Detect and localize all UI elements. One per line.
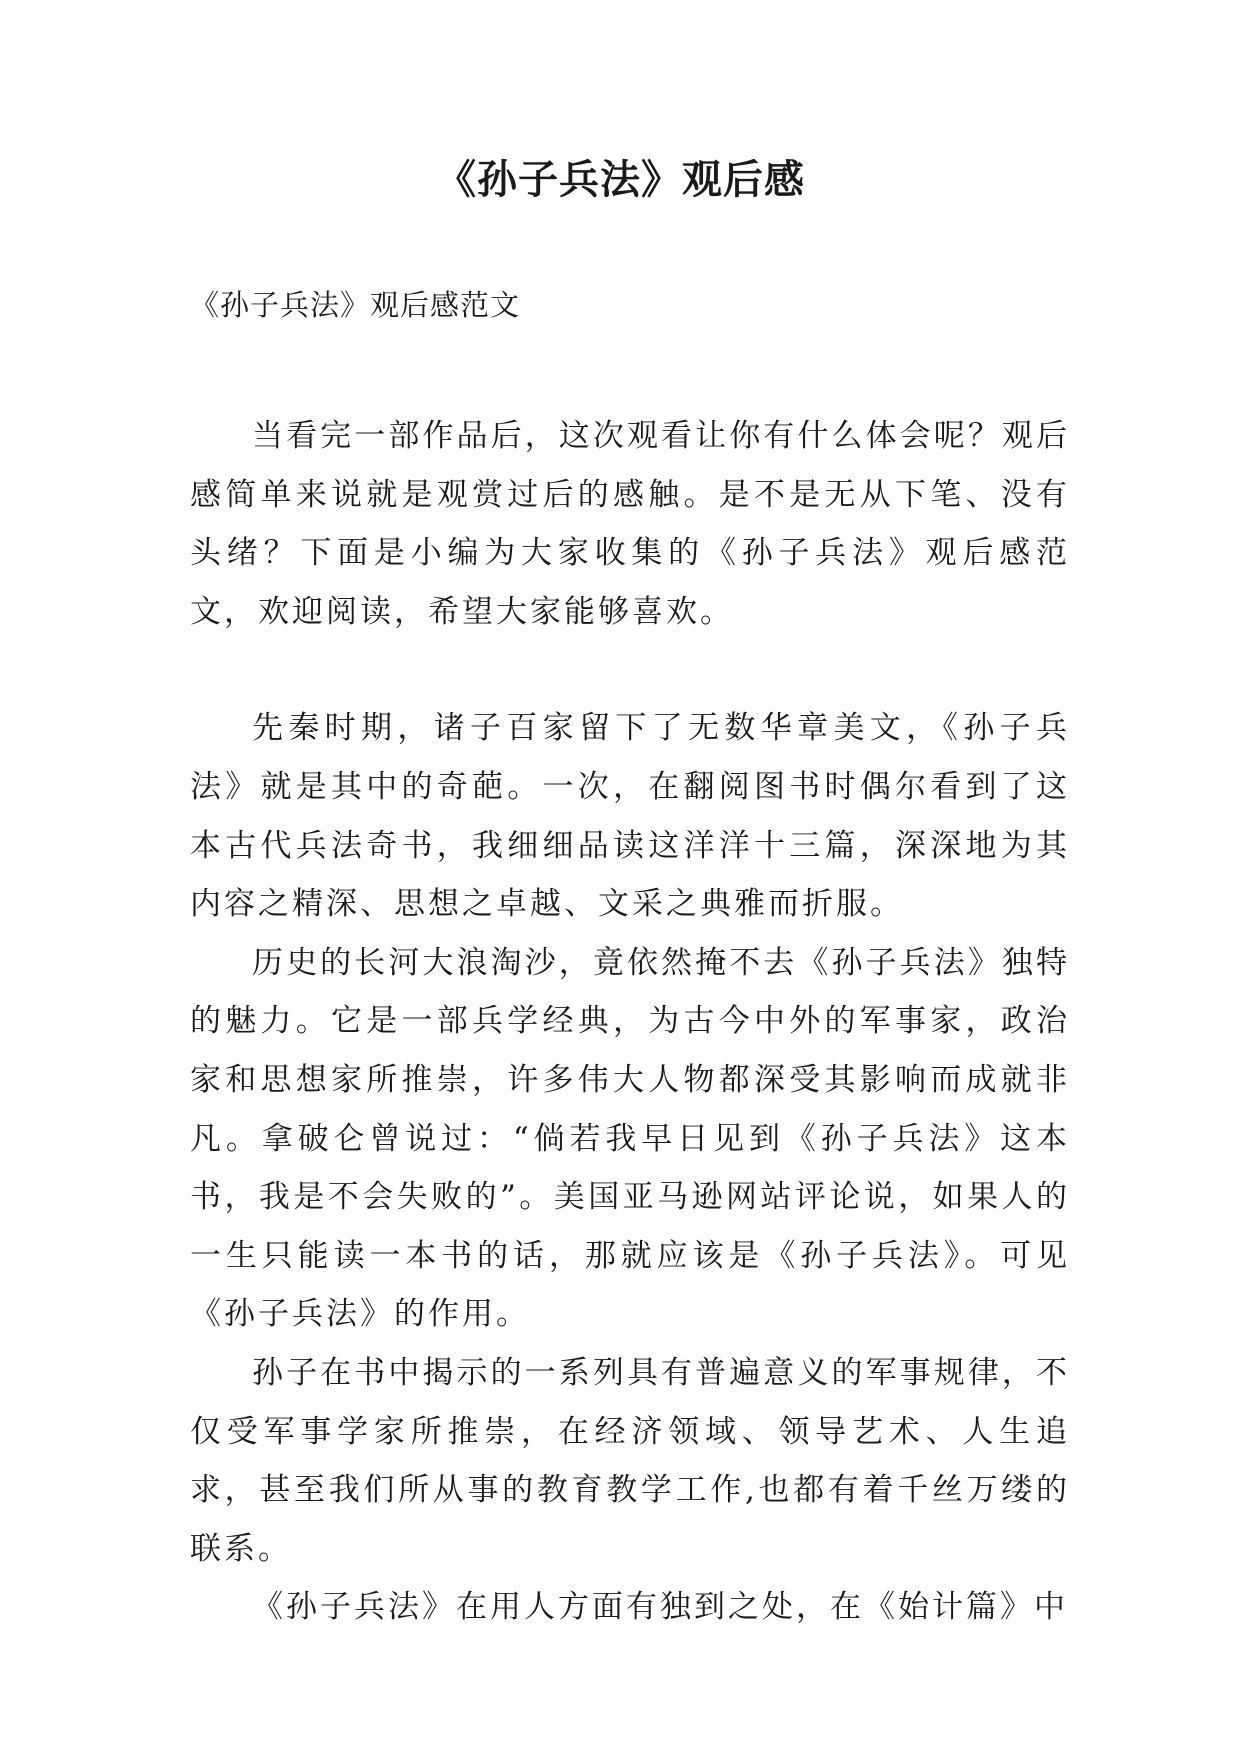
paragraph-intro: 当看完一部作品后，这次观看让你有什么体会呢？观后感简单来说就是观赏过后的感触。是不是无从下笔、没有头绪？下面是小编为大家收集的《孙子兵法》观后感范文，欢迎阅读，希望大家能够喜欢。 — [190, 418, 1070, 630]
paragraph-4: 《孙子兵法》在用人方面有独到之处，在《始计篇》中 — [252, 1589, 1068, 1626]
paragraph-3: 孙子在书中揭示的一系列具有普遍意义的军事规律，不仅受军事学家所推崇，在经济领域、领导艺术、人生追求，甚至我们所从事的教育教学工作,也都有着千丝万缕的联系。 — [190, 1354, 1070, 1567]
document-subtitle: 《孙子兵法》观后感范文 — [190, 288, 521, 322]
document-body — [190, 407, 1070, 1637]
paragraph-1: 先秦时期，诸子百家留下了无数华章美文，《孙子兵法》就是其中的奇葩。一次，在翻阅图书时偶尔看到了这本古代兵法奇书，我细细品读这洋洋十三篇，深深地为其内容之精深、思想之卓越、文采之典雅而折服。 — [190, 710, 1070, 923]
paragraph-2: 历史的长河大浪淘沙，竟依然掩不去《孙子兵法》独特的魅力。它是一部兵学经典，为古今中外的军事家，政治家和思想家所推崇，许多伟大人物都深受其影响而成就非凡。拿破仑曾说过：“倘若我早日见到《孙子兵法》这本书，我是不会失败的”。美国亚马逊网站评论说，如果人的一生只能读一本书的话，那就应该是《孙子兵法》。可见《孙子兵法》的作用。 — [190, 944, 1070, 1333]
document-title: 《孙子兵法》观后感 — [436, 157, 805, 203]
